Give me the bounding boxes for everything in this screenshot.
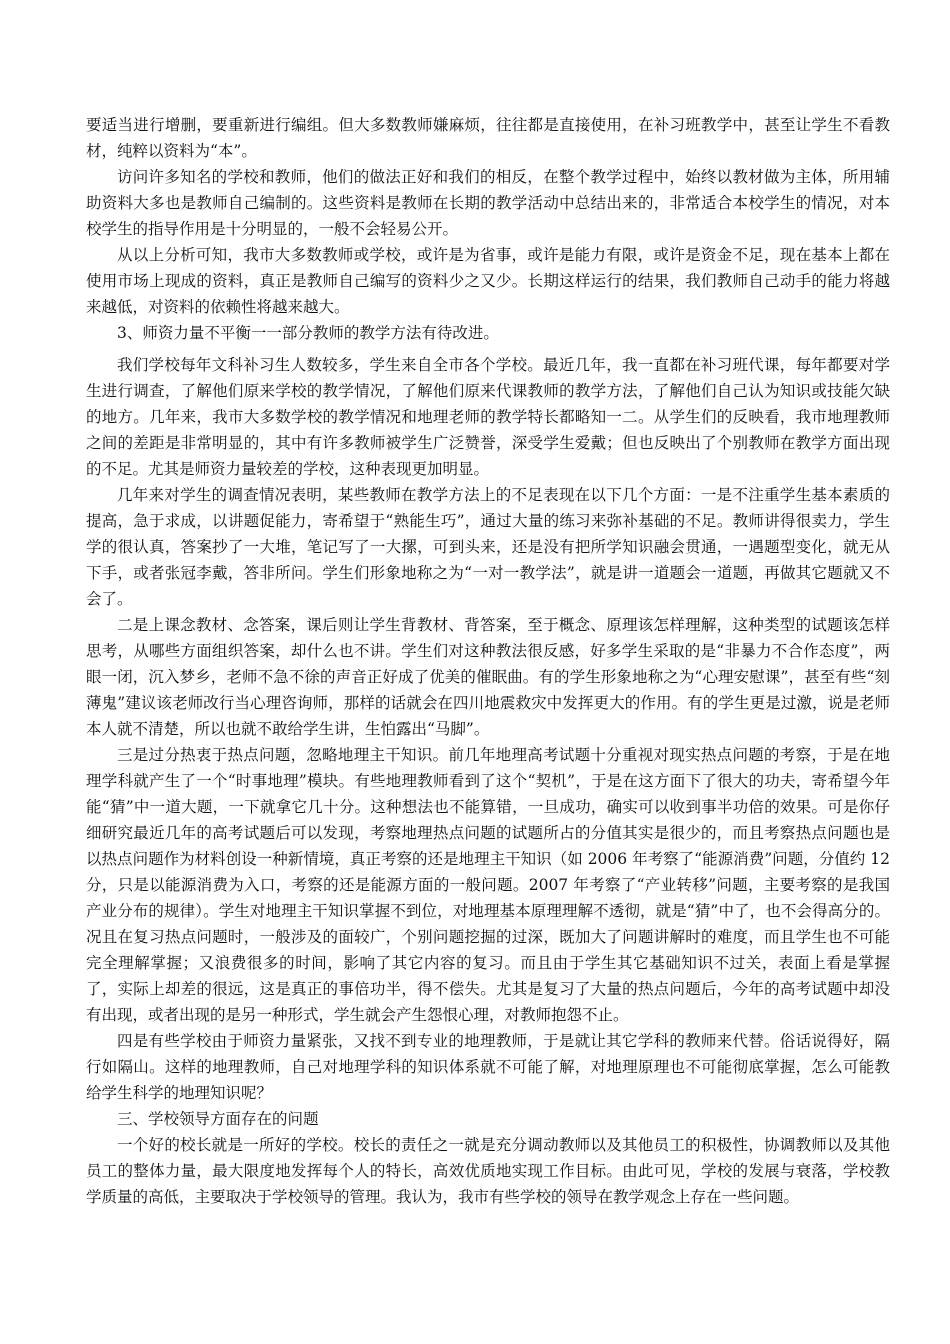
section-heading-leadership: 三、学校领导方面存在的问题 (117, 1110, 319, 1128)
paragraph-point-one: 几年来对学生的调查情况表明，某些教师在教学方法上的不足表现在以下几个方面：一是不注重学生基本素质的提高，急于求成，以讲题促能力，寄希望于“熟能生巧”，通过大量的练习来弥补基础的不足。教师讲得很卖力，学生学的很认真，答案抄了一大堆，笔记写了一大摞，可到头来，还是没有把所学知识融会贯通，一遇题型变化，就无从下手，或者张冠李戴，答非所问。学生们形象地称之为“一对一教学法”，就是讲一道题会一道题，再做其它题就又不会了。 (86, 486, 890, 608)
paragraph-point-three: 三是过分热衷于热点问题，忽略地理主干知识。前几年地理高考试题十分重视对现实热点问题的考察，于是在地理学科就产生了一个“时事地理”模块。有些地理教师看到了这个“契机”，于是在这方面下了很大的功夫，寄希望今年能“猜”中一道大题，一下就拿它几十分。这种想法也不能算错，一旦成功，确实可以收到事半功倍的效果。可是你仔细研究最近几年的高考试题后可以发现，考察地理热点问题的试题所占的分值其实是很少的，而且考察热点问题也是以热点问题作为材料创设一种新情境，真正考察的还是地理主干知识（如 2006 年考察了“能源消费”问题，分值约 12 分，只是以能源消费为入口，考察的还是能源方面的一般问题。2007 年考察了“产业转移”问题，主要考察的是我国产业分布的规律）。学生对地理主干知识掌握不到位，对地理基本原理理解不透彻，就是“猜”中了，也不会得高分的。况且在复习热点问题时，一般涉及的面较广，个别问题挖掘的过深，既加大了问题讲解时的难度，而且学生也不可能完全理解掌握；又浪费很多的时间，影响了其它内容的复习。而且由于学生其它基础知识不过关，表面上看是掌握了，实际上却差的很远，这是真正的事倍功半，得不偿失。尤其是复习了大量的热点问题后，今年的高考试题中却没有出现，或者出现的是另一种形式，学生就会产生怨恨心理，对教师抱怨不止。 (86, 746, 890, 1024)
paragraph-teacher-visits: 访问许多知名的学校和教师，他们的做法正好和我们的相反，在整个教学过程中，始终以教材做为主体，所用辅助资料大多也是教师自己编制的。这些资料是教师在长期的教学活动中总结出来的，非常适合本校学生的情况，对本校学生的指导作用是十分明显的，一般不会轻易公开。 (86, 168, 890, 238)
paragraph-survey: 我们学校每年文科补习生人数较多，学生来自全市各个学校。最近几年，我一直都在补习班代课，每年都要对学生进行调查，了解他们原来学校的教学情况，了解他们原来代课教师的教学方法，了解他们自己认为知识或技能欠缺的地方。几年来，我市大多数学校的教学情况和地理老师的教学特长都略知一二。从学生们的反映看，我市地理教师之间的差距是非常明显的，其中有许多教师被学生广泛赞誉，深受学生爱戴；但也反映出了个别教师在教学方面出现的不足。尤其是师资力量较差的学校，这种表现更加明显。 (86, 356, 890, 478)
paragraph-point-two: 二是上课念教材、念答案，课后则让学生背教材、背答案，至于概念、原理该怎样理解，这种类型的试题该怎样思考，从哪些方面组织答案，却什么也不讲。学生们对这种教法很反感，好多学生采取的是“非暴力不合作态度”，两眼一闭，沉入梦乡，老师不急不徐的声音正好成了优美的催眠曲。有的学生形象地称之为“心理安慰课”，甚至有些“刻薄鬼”建议该老师改行当心理咨询师，那样的话就会在四川地震救灾中发挥更大的作用。有的学生更是过激，说是老师本人就不清楚，所以也就不敢给学生讲，生怕露出“马脚”。 (86, 616, 890, 738)
paragraph-analysis: 从以上分析可知，我市大多数教师或学校，或许是为省事，或许是能力有限，或许是资金不足，现在基本上都在使用市场上现成的资料，真正是教师自己编写的资料少之又少。长期这样运行的结果，我们教师自己动手的能力将越来越低，对资料的依赖性将越来越大。 (86, 246, 890, 316)
paragraph-point-four: 四是有些学校由于师资力量紧张，又找不到专业的地理教师，于是就让其它学科的教师来代替。俗话说得好，隔行如隔山。这样的地理教师，自己对地理学科的知识体系就不可能了解，对地理原理也不可能彻底掌握，怎么可能教给学生科学的地理知识呢？ (86, 1032, 890, 1102)
paragraph-continued: 要适当进行增删，要重新进行编组。但大多数教师嫌麻烦，往往都是直接使用，在补习班教学中，甚至让学生不看教材，纯粹以资料为“本”。 (86, 116, 890, 160)
document-body (86, 112, 890, 1210)
section-heading-3: 3、师资力量不平衡一一部分教师的教学方法有待改进。 (117, 324, 499, 342)
paragraph-principal: 一个好的校长就是一所好的学校。校长的责任之一就是充分调动教师以及其他员工的积极性，协调教师以及其他员工的整体力量，最大限度地发挥每个人的特长，高效优质地实现工作目标。由此可见，学校的发展与衰落，学校教学质量的高低，主要取决于学校领导的管理。我认为，我市有些学校的领导在教学观念上存在一些问题。 (86, 1136, 890, 1206)
